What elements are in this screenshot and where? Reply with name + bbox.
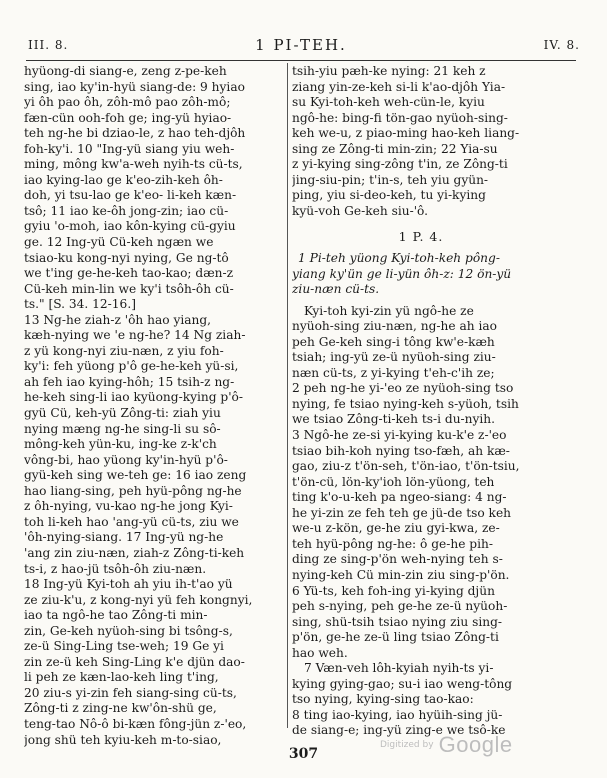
text-line: li peh ze kæn-lao-keh ling t'ing, bbox=[24, 670, 219, 685]
text-line: 2 peh ng-he yi-'eo ze nyüoh-sing tso bbox=[292, 381, 514, 396]
text-line: teh ng-he bi dziao-le, z hao teh-djôh bbox=[24, 126, 246, 141]
text-line: gao, ziu-z t'ön-seh, t'ön-iao, t'ön-tsiu, bbox=[292, 459, 520, 474]
chapter-summary bbox=[292, 251, 550, 298]
text-line: nying-keh Cü min-zin ziu sing-p'ön. bbox=[292, 567, 510, 582]
text-line: yi ôh pao ôh, zôh-mô pao zôh-mô; bbox=[24, 95, 231, 110]
text-line: z yi-kying sing-zông t'in, ze Zông-ti bbox=[292, 157, 508, 172]
text-line: gyü-keh sing we-teh ge: 16 iao zeng bbox=[24, 468, 247, 483]
text-line: sing ze Zông-ti min-zin; 22 Yia-su bbox=[292, 141, 498, 156]
text-line: ting k'o-u-keh pa ngeo-siang: 4 ng- bbox=[292, 490, 507, 505]
text-line: vông-bi, hao yüong ky'in-hyü p'ô- bbox=[24, 452, 228, 467]
text-line: we tsiao Zông-ti-keh ts-i du-nyih. bbox=[292, 412, 496, 427]
text-line: Kyi-toh kyi-zin yü ngô-he ze bbox=[304, 303, 474, 318]
watermark bbox=[380, 732, 513, 760]
watermark-small: Digitized by bbox=[380, 740, 434, 750]
text-line: zin ze-ü keh Sing-Ling k'e djün dao- bbox=[24, 654, 245, 669]
text-line: teh hyü-pông ng-he: ô ge-he pih- bbox=[292, 536, 493, 551]
text-line: nyüoh-sing ziu-næn, ng-he ah iao bbox=[292, 319, 497, 334]
text-line: 7 Væn-veh lôh-kyiah nyih-ts yi- bbox=[304, 661, 494, 676]
text-line: 'ang zin ziu-næn, ziah-z Zông-ti-keh bbox=[24, 545, 245, 560]
text-line: p'ön, ge-he ze-ü ling tsiao Zông-ti bbox=[292, 630, 499, 645]
text-line: zin, Ge-keh nyüoh-sing bi tsông-s, bbox=[24, 623, 233, 638]
text-line: ding ze sing-p'ön weh-nying teh s- bbox=[292, 552, 503, 567]
text-line: tsiah; ing-yü ze-ü nyüoh-sing ziu- bbox=[292, 350, 496, 365]
text-line: teng-tao Nô-ô bi-kæn fông-jün z-'eo, bbox=[24, 716, 247, 731]
text-line: kying gying-gao; su-i iao weng-tông bbox=[292, 676, 513, 691]
text-line: ah feh iao kying-hôh; 15 tsih-z ng- bbox=[24, 374, 235, 389]
text-line: toh li-keh hao 'ang-yü cü-ts, ziu we bbox=[24, 514, 239, 529]
text-line: we t'ing ge-he-keh tao-kao; dæn-z bbox=[24, 266, 234, 281]
header-title: 1 PI-TEH. bbox=[255, 36, 347, 54]
running-header bbox=[14, 38, 588, 56]
text-line: ge. 12 Ing-yü Cü-keh ngæn we bbox=[24, 235, 214, 250]
text-line: iao ta ngô-he tao Zông-ti min- bbox=[24, 608, 208, 623]
text-line: su Kyi-toh-keh weh-cün-le, kyiu bbox=[292, 95, 485, 110]
text-line: næn cü-ts, z yi-kying t'eh-c'ih ze; bbox=[292, 365, 495, 380]
paragraph-2 bbox=[292, 661, 550, 739]
text-line: tsô; 11 iao ke-ôh jong-zin; iao cü- bbox=[24, 203, 229, 218]
text-line: hyüong-di siang-e, zeng z-pe-keh bbox=[24, 64, 227, 78]
text-line: nying, fe tsiao nying-keh s-yüoh, tsih bbox=[292, 396, 519, 411]
text-line: 8 ting iao-kying, iao hyüih-sing jü- bbox=[292, 707, 503, 722]
text-line: he-keh sing-li iao kyüong-kying p'ô- bbox=[24, 390, 243, 405]
text-line: jong shü teh kyiu-keh m-to-siao, bbox=[24, 732, 222, 747]
text-line: doh, yi tsu-lao ge k'eo- li-keh kæn- bbox=[24, 188, 237, 203]
text-line: foh-ky'i. 10 "Ing-yü siang yiu weh- bbox=[24, 141, 235, 156]
text-line: t'ön-cü, lön-ky'ioh lön-yüong, teh bbox=[292, 474, 495, 489]
text-line: gyiu 'o-moh, iao kôn-kying cü-gyiu bbox=[24, 219, 236, 234]
text-line: 20 ziu-s yi-zin feh siang-sing cü-ts, bbox=[24, 685, 237, 700]
text-line: ming, mông kw'a-weh nyih-ts cü-ts, bbox=[24, 157, 243, 172]
column-divider bbox=[287, 63, 288, 728]
text-line: hao weh. bbox=[292, 645, 348, 660]
left-column bbox=[24, 64, 279, 748]
text-line: de siang-e; ing-yü zing-e we tsô-ke bbox=[292, 723, 506, 738]
text-line: Cü-keh min-lin we ky'i tsôh-ôh cü- bbox=[24, 281, 234, 296]
text-line: fæn-cün ooh-foh ge; ing-yü hyiao- bbox=[24, 110, 232, 125]
text-line: nying mæng ng-he sing-li su sô- bbox=[24, 421, 221, 436]
text-line: 3 Ngô-he ze-si yi-kying ku-k'e z-'eo bbox=[292, 428, 507, 443]
text-line: he yi-zin ze feh teh ge jü-de tso keh bbox=[292, 505, 512, 520]
text-line: 6 Yü-ts, keh foh-ing yi-kying djün bbox=[292, 583, 495, 598]
text-line: peh s-nying, peh ge-he ze-ü nyüoh- bbox=[292, 599, 508, 614]
text-line: jing-siu-pin; t'in-s, teh yiu gyün- bbox=[292, 172, 489, 187]
text-line: ping, yiu si-deo-keh, tu yi-kying bbox=[292, 188, 486, 203]
text-line: we-u z-kön, ge-he ziu gyi-kwa, ze- bbox=[292, 521, 500, 536]
text-line: tsiao-ku kong-nyi nying, Ge ng-tô bbox=[24, 250, 229, 265]
text-line: Zông-ti z zing-ne kw'ôn-shü ge, bbox=[24, 701, 217, 716]
text-line: gyü Cü, keh-yü Zông-ti: ziah yiu bbox=[24, 406, 221, 421]
text-line: yiang ky'ün ge li-yün ôh-z: 12 ön-yü bbox=[292, 266, 512, 281]
text-line: sing, iao ky'in-hyü siang-de: 9 hyiao bbox=[24, 79, 245, 94]
text-line: 'ôh-nying-siang. 17 Ing-yü ng-he bbox=[24, 530, 224, 545]
text-line: keh we-u, z piao-ming hao-keh liang- bbox=[292, 126, 520, 141]
header-left: III. 8. bbox=[28, 38, 69, 52]
text-line: sing, shü-tsih tsiao nying ziu sing- bbox=[292, 614, 503, 629]
text-line: z yü kong-nyi ziu-næn, z yiu foh- bbox=[24, 343, 224, 358]
text-line: 18 Ing-yü Kyi-toh ah yiu ih-t'ao yü bbox=[24, 577, 233, 592]
text-line: tsih-yiu pæh-ke nying: 21 keh z bbox=[292, 64, 486, 78]
watermark-logo: Google bbox=[438, 732, 513, 757]
text-line: ky'i: feh yüong p'ô ge-he-keh yü-si, bbox=[24, 359, 239, 374]
text-line: mông-keh yün-ku, ing-ke z-k'ch bbox=[24, 437, 217, 452]
text-line: tso nying, kying-sing tao-kao: bbox=[292, 692, 474, 707]
text-line: tsiao bih-koh nying tso-fæh, ah kæ- bbox=[292, 443, 510, 458]
text-line: 13 Ng-he ziah-z 'ôh hao yiang, bbox=[24, 312, 212, 327]
text-line: kyü-voh Ge-keh siu-'ô. bbox=[292, 203, 429, 218]
text-line: ze ziu-k'u, z kong-nyi yü feh kongnyi, bbox=[24, 592, 253, 607]
text-line: 1 Pi-teh yüong Kyi-toh-keh pông- bbox=[298, 251, 500, 266]
right-column bbox=[292, 64, 550, 739]
text-line: z ôh-nying, vu-kao ng-he jong Kyi- bbox=[24, 499, 233, 514]
page-number: 307 bbox=[288, 746, 319, 762]
text-line: iao kying-lao ge k'eo-zih-keh ôh- bbox=[24, 172, 223, 187]
header-rule bbox=[26, 60, 576, 61]
text-line: kæh-nying we 'e ng-he? 14 Ng ziah- bbox=[24, 328, 246, 343]
paragraph-1 bbox=[292, 304, 550, 662]
text-line: ngô-he: bing-fi tön-gao nyüoh-sing- bbox=[292, 110, 508, 125]
text-line: peh Ge-keh sing-i tông kw'e-kæh bbox=[292, 334, 495, 349]
right-top-text bbox=[292, 64, 550, 219]
chapter-heading: 1 P. 4. bbox=[398, 229, 444, 245]
text-line: ze-ü Sing-Ling tse-weh; 19 Ge yi bbox=[24, 639, 224, 654]
text-line: ts-i, z hao-jü tsôh-ôh ziu-næn. bbox=[24, 561, 207, 576]
text-line: ziu-næn cü-ts. bbox=[292, 282, 380, 297]
text-line: ziang yin-ze-keh si-li k'ao-djôh Yia- bbox=[292, 79, 506, 94]
header-right: IV. 8. bbox=[543, 38, 580, 52]
text-line: hao liang-sing, peh hyü-pông ng-he bbox=[24, 483, 242, 498]
text-line: ts." [S. 34. 12-16.] bbox=[24, 297, 136, 312]
